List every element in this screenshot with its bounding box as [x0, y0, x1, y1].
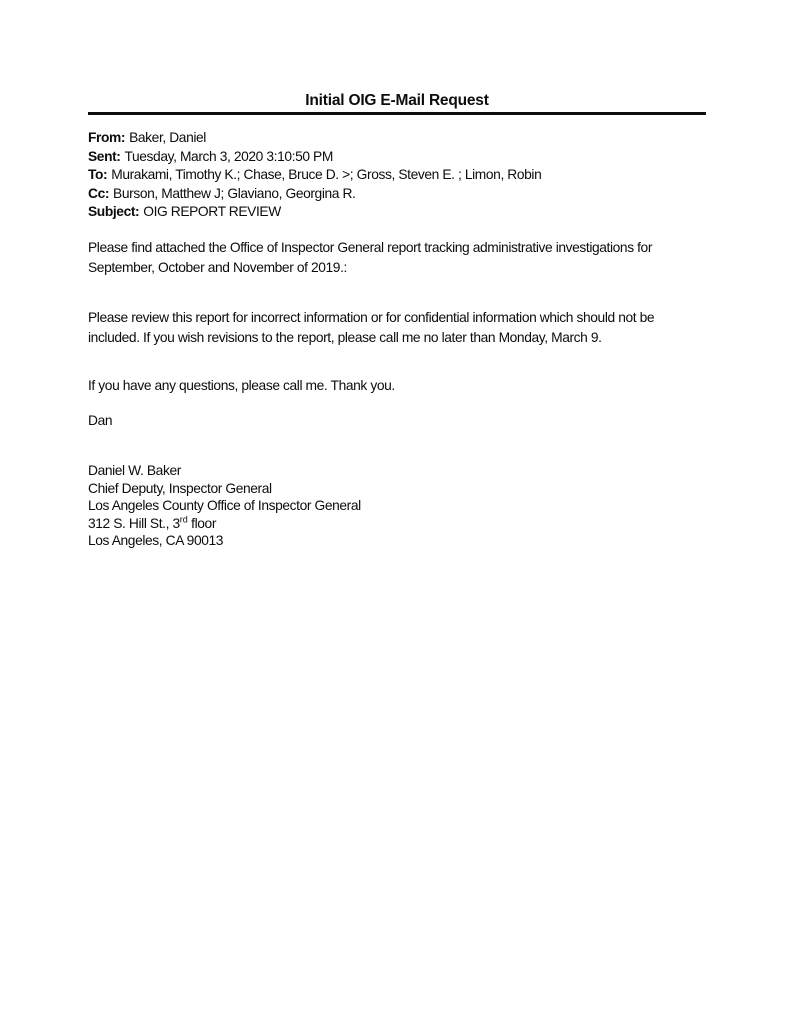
header-cc — [88, 185, 706, 204]
page-title: Initial OIG E-Mail Request — [305, 92, 489, 109]
header-cc-value: Burson, Matthew J; Glaviano, Georgina R. — [113, 185, 356, 201]
header-sent-label: Sent: — [88, 148, 121, 164]
header-subject-label: Subject: — [88, 204, 140, 220]
signature-city: Los Angeles, CA 90013 — [88, 533, 224, 549]
header-sent-value: Tuesday, March 3, 2020 3:10:50 PM — [124, 148, 333, 164]
header-from-value: Baker, Daniel — [129, 130, 206, 145]
header-to-label: To: — [88, 167, 108, 183]
signature-role: Chief Deputy, Inspector General — [88, 480, 272, 496]
email-headers — [88, 129, 706, 222]
header-cc-label: Cc: — [88, 185, 110, 201]
header-from-label: From: — [88, 130, 126, 145]
header-subject — [88, 203, 706, 222]
body-paragraph-1: Please find attached the Office of Inspector General report tracking administrative investigations for September, October and November of 2019.: — [88, 239, 653, 275]
signature-name: Daniel W. Baker — [88, 462, 181, 478]
signature-address — [88, 515, 706, 533]
header-subject-value: OIG REPORT REVIEW — [143, 204, 281, 220]
header-to-value: Murakami, Timothy K.; Chase, Bruce D. >; Gross, Steven E. ; Limon, Robin — [111, 167, 542, 183]
header-from — [88, 129, 706, 148]
header-sent — [88, 148, 706, 167]
title-underline-rule — [88, 112, 706, 115]
body-closing: If you have any questions, please call me. Thank you. — [88, 377, 395, 393]
signature-organization: Los Angeles County Office of Inspector General — [88, 498, 361, 514]
body-paragraph-2: Please review this report for incorrect information or for confidential information which should not be included. If you wish revisions to the report, please call me no later than Monday, March 9. — [88, 309, 655, 345]
header-to — [88, 166, 706, 185]
body-signoff: Dan — [88, 412, 113, 428]
signature-address-ordinal-superscript: rd — [179, 514, 188, 525]
signature-address-pre: 312 S. Hill St., 3 — [88, 515, 180, 531]
signature-address-post: floor — [187, 515, 217, 531]
signature-block — [88, 462, 706, 550]
